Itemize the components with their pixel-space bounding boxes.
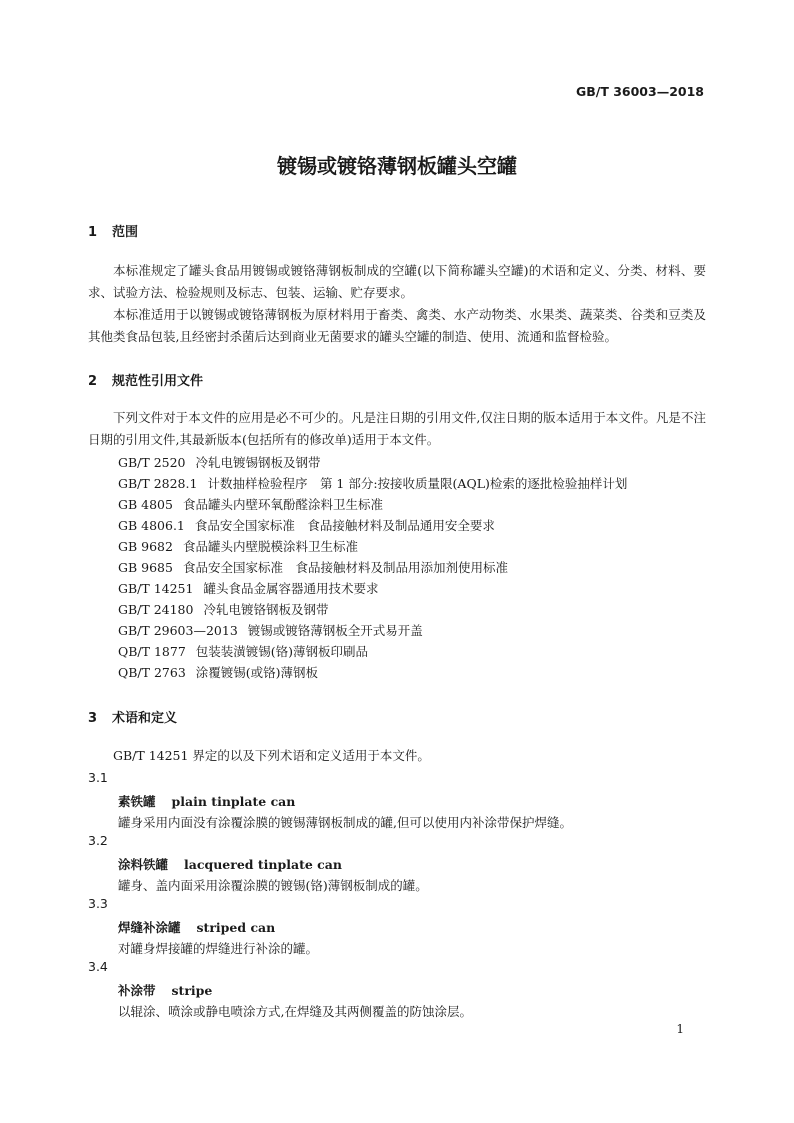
reference-item	[118, 537, 358, 555]
reference-code: GB/T 29603—2013	[118, 623, 238, 638]
term-name-en: lacquered tinplate can	[184, 857, 342, 872]
reference-code: GB 9682	[118, 539, 173, 554]
section-heading-normative-references	[88, 370, 203, 389]
reference-title: 食品安全国家标准 食品接触材料及制品用添加剂使用标准	[182, 560, 508, 575]
reference-item	[118, 642, 368, 660]
reference-code: GB 4806.1	[118, 518, 185, 533]
term-name-en: plain tinplate can	[171, 794, 296, 809]
term-name	[118, 981, 212, 999]
reference-title: 计数抽样检验程序 第 1 部分:按接收质量限(AQL)检索的逐批检验抽样计划	[207, 476, 628, 491]
term-definition: 罐身采用内面没有涂覆涂膜的镀锡薄钢板制成的罐,但可以使用内补涂带保护焊缝。	[118, 815, 572, 830]
section-title: 术语和定义	[112, 711, 178, 726]
term-name	[118, 855, 342, 873]
term-number: 3.1	[88, 770, 108, 785]
term-name-en: stripe	[171, 983, 213, 998]
section-title: 规范性引用文件	[112, 374, 204, 389]
page-number: 1	[676, 1022, 684, 1036]
reference-title: 食品罐头内壁环氧酚醛涂料卫生标准	[182, 497, 383, 512]
reference-code: GB 4805	[118, 497, 173, 512]
term-number: 3.4	[88, 959, 108, 974]
standard-code: GB/T 36003—2018	[575, 84, 704, 99]
term-definition: 对罐身焊接罐的焊缝进行补涂的罐。	[118, 941, 319, 956]
term-name	[118, 918, 275, 936]
reference-item	[118, 621, 423, 639]
reference-title: 罐头食品金属容器通用技术要求	[203, 581, 379, 596]
section-heading-terms	[88, 707, 177, 726]
reference-code: GB/T 2828.1	[118, 476, 198, 491]
reference-code: GB/T 24180	[118, 602, 194, 617]
reference-item	[118, 558, 508, 576]
reference-code: GB/T 2520	[118, 455, 186, 470]
normative-intro: 下列文件对于本文件的应用是必不可少的。凡是注日期的引用文件,仅注日期的版本适用于本文件。凡是不注日期的引用文件,其最新版本(包括所有的修改单)适用于本文件。	[88, 410, 706, 447]
term-name-zh: 焊缝补涂罐	[118, 920, 181, 935]
terms-intro: GB/T 14251 界定的以及下列术语和定义适用于本文件。	[113, 748, 430, 763]
reference-code: GB/T 14251	[118, 581, 194, 596]
reference-item	[118, 600, 328, 618]
reference-item	[118, 579, 378, 597]
reference-code: QB/T 2763	[118, 665, 186, 680]
section-number: 3	[88, 711, 98, 726]
reference-title: 食品罐头内壁脱模涂料卫生标准	[182, 539, 358, 554]
term-name-zh: 素铁罐	[118, 794, 156, 809]
document-title: 镀锡或镀铬薄钢板罐头空罐	[277, 154, 517, 178]
scope-paragraph-2: 本标准适用于以镀锡或镀铬薄钢板为原材料用于畜类、禽类、水产动物类、水果类、蔬菜类、谷类和豆类及其他类食品包装,且经密封杀菌后达到商业无菌要求的罐头空罐的制造、使用、流通和监督检验。	[88, 307, 706, 344]
section-title: 范围	[112, 225, 139, 240]
reference-title: 涂覆镀锡(或铬)薄钢板	[195, 665, 319, 680]
term-name	[118, 792, 295, 810]
reference-title: 冷轧电镀铬钢板及钢带	[203, 602, 329, 617]
scope-paragraph-1: 本标准规定了罐头食品用镀锡或镀铬薄钢板制成的空罐(以下简称罐头空罐)的术语和定义、分类、材料、要求、试验方法、检验规则及标志、包装、运输、贮存要求。	[88, 263, 706, 300]
reference-item	[118, 474, 627, 492]
section-number: 1	[88, 225, 98, 240]
reference-title: 食品安全国家标准 食品接触材料及制品通用安全要求	[194, 518, 495, 533]
reference-code: QB/T 1877	[118, 644, 186, 659]
term-number: 3.3	[88, 896, 108, 911]
reference-item	[118, 453, 321, 471]
section-heading-scope	[88, 221, 138, 240]
reference-item	[118, 663, 318, 681]
section-number: 2	[88, 374, 98, 389]
reference-title: 冷轧电镀锡钢板及钢带	[195, 455, 321, 470]
reference-title: 包装装潢镀锡(铬)薄钢板印刷品	[195, 644, 369, 659]
term-number: 3.2	[88, 833, 108, 848]
reference-item	[118, 516, 495, 534]
term-definition: 罐身、盖内面采用涂覆涂膜的镀锡(铬)薄钢板制成的罐。	[118, 878, 428, 893]
reference-title: 镀锡或镀铬薄钢板全开式易开盖	[247, 623, 423, 638]
reference-code: GB 9685	[118, 560, 173, 575]
reference-item	[118, 495, 383, 513]
term-definition: 以辊涂、喷涂或静电喷涂方式,在焊缝及其两侧覆盖的防蚀涂层。	[118, 1004, 472, 1019]
term-name-zh: 涂料铁罐	[118, 857, 169, 872]
term-name-zh: 补涂带	[118, 983, 156, 998]
term-name-en: striped can	[196, 920, 276, 935]
